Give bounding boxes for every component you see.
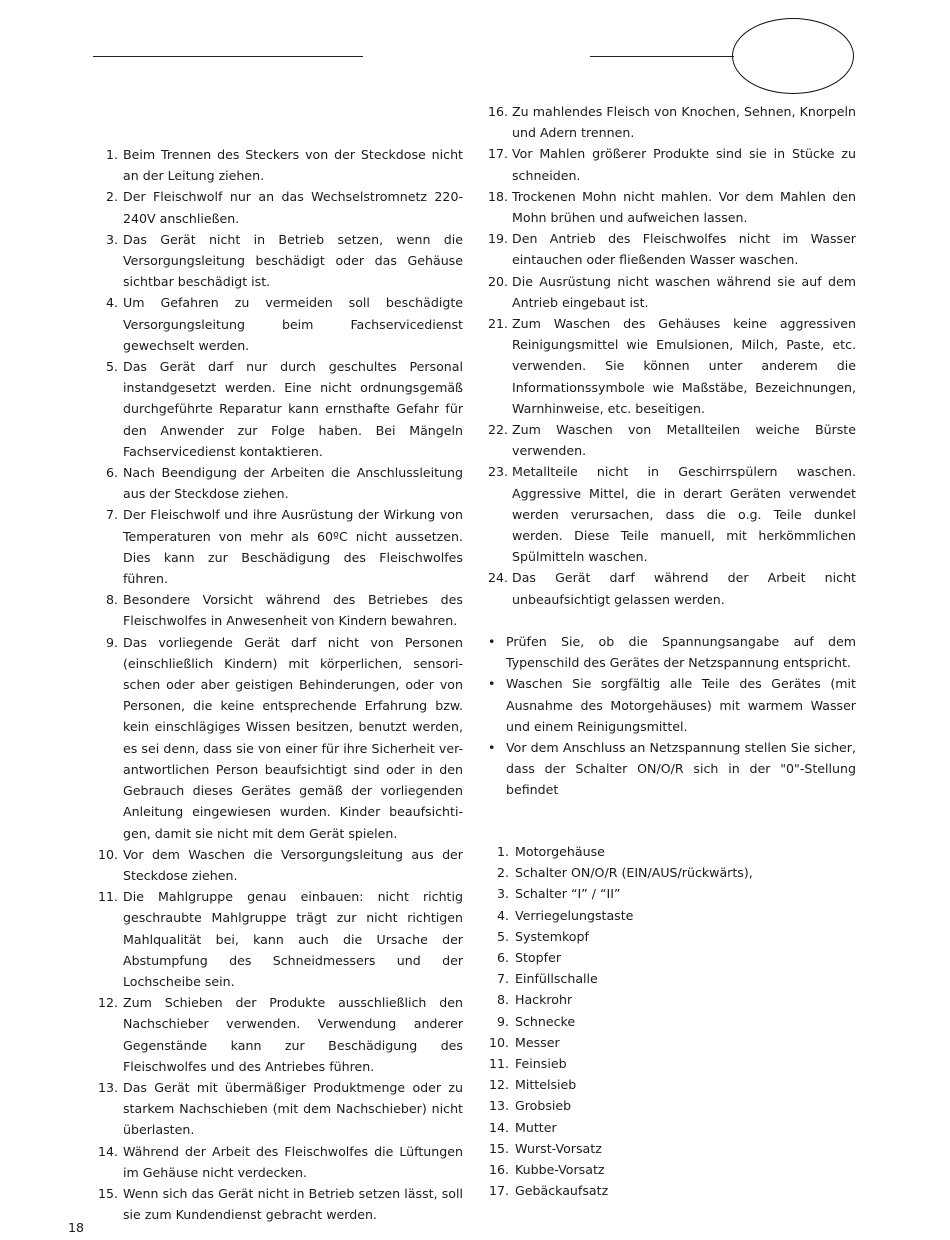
- safety-item: 5. Das Gerät darf nur durch geschultes Personal instandgesetzt werden. Eine nicht ordnungsgemäß durchgeführte Reparatur kann ernsthafte Gefahr für den Anwender zur Folge haben. Bei Mängeln Fachservicedienst kontaktieren.: [105, 359, 463, 459]
- bullet-item: • Waschen Sie sorgfältig alle Teile des Gerätes (mit Ausnahme des Motorgehäuses) mit warmem Wasser und einem Reinigungsmittel.: [488, 676, 856, 734]
- safety-item: 20. Die Ausrüstung nicht waschen während sie auf dem Antrieb eingebaut ist.: [488, 273, 856, 310]
- parts-list: [487, 841, 787, 1201]
- safety-item: 21. Zum Waschen des Gehäuses keine aggressiven Reinigungsmittel wie Emulsionen, Milch, Paste, etc. verwenden. Sie können unter anderem die Informationssymbole wie Maßstäbe, Bezeichnungen, Warnhinweise, etc. beseitigen.: [488, 316, 856, 416]
- parts-item: 16. Kubbe-Vorsatz: [488, 1162, 605, 1178]
- safety-item: 10. Vor dem Waschen die Versorgungsleitung aus der Steckdose ziehen.: [98, 846, 463, 883]
- safety-instructions-left-list: [98, 144, 463, 1225]
- parts-item: 17. Gebäckaufsatz: [488, 1183, 609, 1199]
- parts-item: 3. Schalter “I” / “II”: [496, 886, 621, 902]
- safety-item: 18. Trockenen Mohn nicht mahlen. Vor dem Mahlen den Mohn brühen und aufweichen lassen.: [488, 188, 856, 226]
- before-first-use-list: [485, 631, 856, 801]
- parts-item: 7. Einfüllschalle: [496, 971, 598, 987]
- parts-item: 10. Messer: [488, 1034, 560, 1050]
- safety-item: 13. Das Gerät mit übermäßiger Produktmenge oder zu starkem Nachschieben (mit dem Nachschieber) nicht überlasten.: [98, 1079, 463, 1138]
- parts-item: 11. Feinsieb: [488, 1056, 567, 1072]
- safety-item: 6. Nach Beendigung der Arbeiten die Anschlussleitung aus der Steckdose ziehen.: [105, 465, 463, 502]
- safety-item: 2. Der Fleischwolf nur an das Wechselstromnetz 220-240V anschließen.: [105, 189, 463, 226]
- header-rule-left: [93, 56, 363, 57]
- safety-item: 12. Zum Schieben der Produkte ausschließlich den Nachschieber verwenden. Verwendung anderer Gegenstände kann zur Beschädigung des Fleischwolfes und des Antriebes führen.: [98, 995, 463, 1074]
- parts-item: 4. Verriegelungstaste: [496, 907, 634, 923]
- safety-item: 9. Das vorliegende Gerät darf nicht von Personen (einschließlich Kindern) mit körperlichen, sensori-schen oder aber geistigen Behinderungen, oder von Personen, die keine entsprechende Erfahrung bzw. kein einschlägiges Wissen besitzen, benutzt werden, es sei denn, dass sie von einer für ihre Sicherheit ver-antwortlichen Person beaufsichtigt sind oder in den Gebrauch dieses Gerätes gemäß der vorliegenden Anleitung eingewiesen wurden. Kinder beaufsichti-gen, damit sie nicht mit dem Gerät spielen.: [105, 634, 463, 841]
- safety-item: 24. Das Gerät darf während der Arbeit nicht unbeaufsichtigt gelassen werden.: [488, 570, 856, 607]
- page-number: 18: [68, 1220, 85, 1235]
- safety-item: 3. Das Gerät nicht in Betrieb setzen, wenn die Versorgungsleitung beschädigt oder das Gehäuse sichtbar beschädigt ist.: [105, 231, 463, 290]
- parts-item: 1. Motorgehäuse: [496, 844, 605, 859]
- parts-item: 14. Mutter: [488, 1119, 557, 1135]
- safety-item: 8. Besondere Vorsicht während des Betriebes des Fleischwolfes in Anwesenheit von Kindern bewahren.: [105, 592, 463, 629]
- parts-item: 2. Schalter ON/O/R (EIN/AUS/rückwärts),: [496, 865, 753, 881]
- header-rule-right: [590, 56, 734, 57]
- safety-item: 22. Zum Waschen von Metallteilen weiche Bürste verwenden.: [488, 422, 856, 459]
- bullet-item: • Vor dem Anschluss an Netzspannung stellen Sie sicher, dass der Schalter ON/O/R sich in der "0"-Stellung befindet: [488, 740, 856, 798]
- safety-item: 16. Zu mahlendes Fleisch von Knochen, Sehnen, Knorpeln und Adern trennen.: [488, 104, 856, 141]
- parts-item: 15. Wurst-Vorsatz: [488, 1140, 602, 1156]
- parts-item: 8. Hackrohr: [496, 992, 573, 1008]
- parts-item: 9. Schnecke: [496, 1013, 576, 1029]
- parts-item: 6. Stopfer: [496, 950, 561, 966]
- safety-item: 15. Wenn sich das Gerät nicht in Betrieb setzen lässt, soll sie zum Kundendienst gebracht werden.: [98, 1185, 463, 1223]
- header-oval-badge: [732, 18, 854, 94]
- safety-item: 11. Die Mahlgruppe genau einbauen: nicht richtig geschraubte Mahlgruppe trägt zur nicht richtigen Mahlqualität bei, kann auch die Ursache der Abstumpfung des Schneidmessers und der Lochscheibe sein.: [98, 889, 463, 989]
- safety-item: 17. Vor Mahlen größerer Produkte sind sie in Stücke zu schneiden.: [488, 146, 856, 183]
- safety-item: 23. Metallteile nicht in Geschirrspülern waschen. Aggressive Mittel, die in derart Geräten verwendet werden verursachen, dass die o.g. Teile dunkel werden. Diese Teile manuell, mit herkömmlichen Spülmitteln waschen.: [488, 464, 856, 565]
- bullet-item: • Prüfen Sie, ob die Spannungsangabe auf dem Typenschild des Gerätes der Netzspannung entspricht.: [488, 634, 856, 671]
- parts-item: 12. Mittelsieb: [488, 1077, 577, 1093]
- safety-instructions-right-list: [488, 101, 856, 610]
- safety-item: 7. Der Fleischwolf und ihre Ausrüstung der Wirkung von Temperaturen von mehr als 60ºC nicht aussetzen. Dies kann zur Beschädigung des Fleischwolfes führen.: [105, 507, 463, 587]
- safety-item: 1. Beim Trennen des Steckers von der Steckdose nicht an der Leitung ziehen.: [105, 147, 463, 184]
- safety-item: 4. Um Gefahren zu vermeiden soll beschädigte Versorgungsleitung beim Fachservicedienst gewechselt werden.: [105, 295, 463, 353]
- safety-item: 14. Während der Arbeit des Fleischwolfes die Lüftungen im Gehäuse nicht verdecken.: [98, 1143, 463, 1180]
- safety-item: 19. Den Antrieb des Fleischwolfes nicht im Wasser eintauchen oder fließenden Wasser waschen.: [488, 231, 856, 268]
- parts-item: 5. Systemkopf: [496, 928, 589, 944]
- parts-item: 13. Grobsieb: [488, 1098, 572, 1114]
